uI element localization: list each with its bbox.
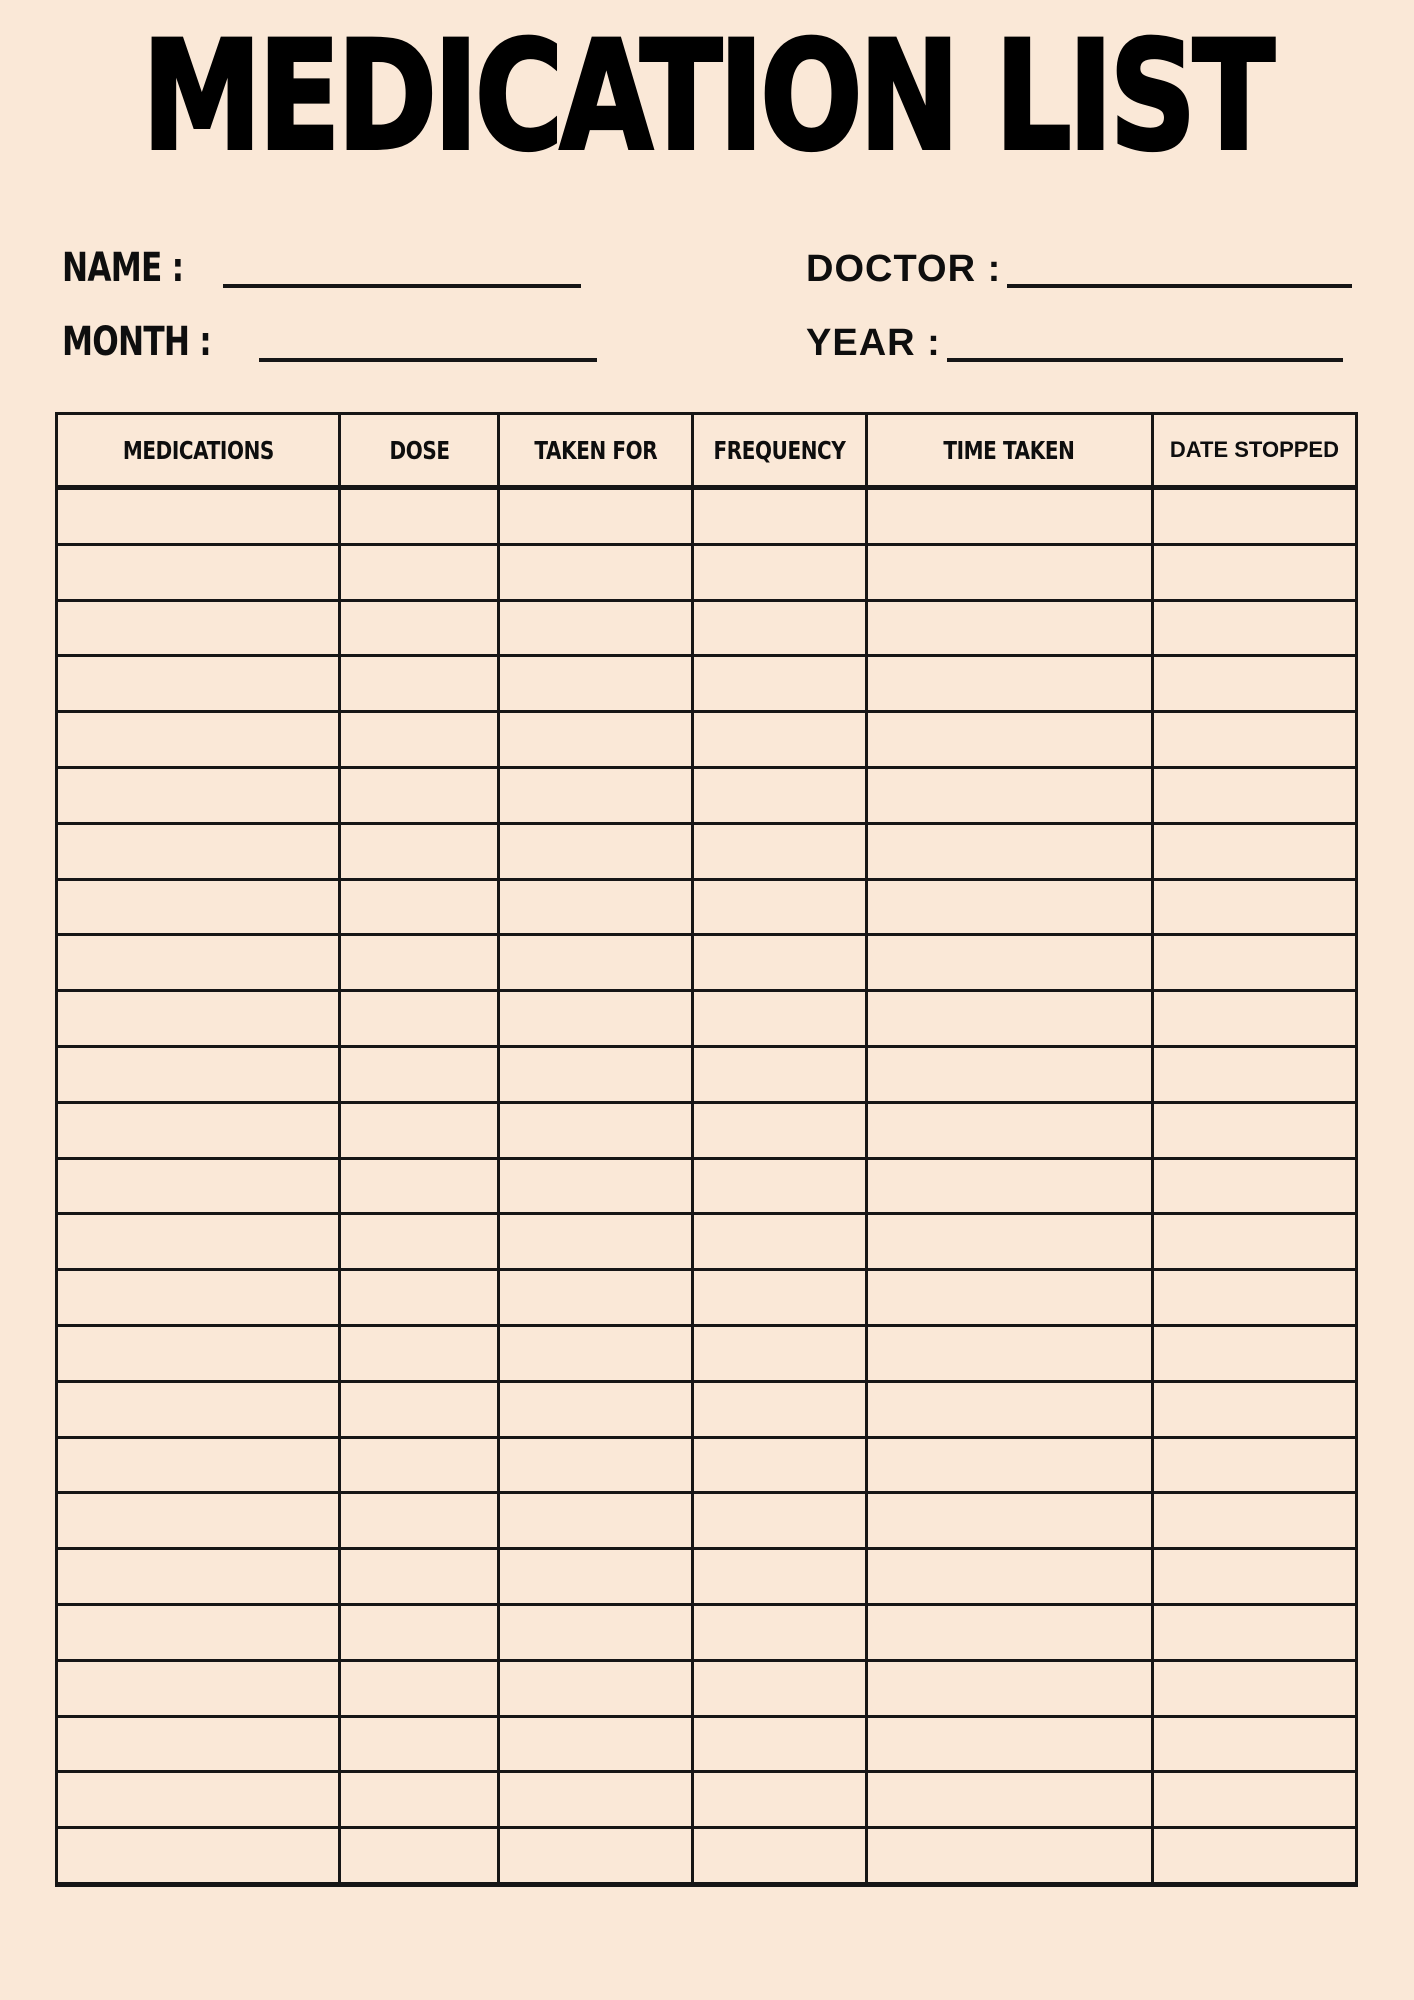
table-cell-frequency[interactable] xyxy=(692,1660,866,1716)
table-cell-time-taken[interactable] xyxy=(866,1772,1152,1828)
table-cell-taken-for[interactable] xyxy=(498,1437,692,1493)
table-cell-medications[interactable] xyxy=(57,767,340,823)
table-cell-time-taken[interactable] xyxy=(866,1102,1152,1158)
table-cell-frequency[interactable] xyxy=(692,1214,866,1270)
table-cell-frequency[interactable] xyxy=(692,1604,866,1660)
table-cell-date-stopped[interactable] xyxy=(1152,544,1356,600)
table-row xyxy=(57,1828,1357,1885)
year-blank-line[interactable] xyxy=(947,324,1343,362)
table-cell-date-stopped[interactable] xyxy=(1152,656,1356,712)
table-cell-time-taken[interactable] xyxy=(866,1549,1152,1605)
table-cell-date-stopped[interactable] xyxy=(1152,1772,1356,1828)
table-cell-date-stopped[interactable] xyxy=(1152,823,1356,879)
table-cell-medications[interactable] xyxy=(57,1772,340,1828)
table-cell-frequency[interactable] xyxy=(692,879,866,935)
table-cell-date-stopped[interactable] xyxy=(1152,1660,1356,1716)
table-cell-taken-for[interactable] xyxy=(498,600,692,656)
table-row xyxy=(57,1325,1357,1381)
doctor-blank-line[interactable] xyxy=(1007,250,1352,288)
table-cell-time-taken[interactable] xyxy=(866,1437,1152,1493)
table-cell-medications[interactable] xyxy=(57,544,340,600)
table-row xyxy=(57,712,1357,768)
table-row xyxy=(57,656,1357,712)
fields-row-1 xyxy=(62,245,1356,291)
table-cell-date-stopped[interactable] xyxy=(1152,767,1356,823)
year-label: YEAR : xyxy=(806,322,941,364)
table-cell-medications[interactable] xyxy=(57,1381,340,1437)
table-row xyxy=(57,1381,1357,1437)
table-cell-frequency[interactable] xyxy=(692,1381,866,1437)
table-cell-taken-for[interactable] xyxy=(498,1493,692,1549)
table-cell-taken-for[interactable] xyxy=(498,1214,692,1270)
table-cell-date-stopped[interactable] xyxy=(1152,1158,1356,1214)
table-cell-dose[interactable] xyxy=(340,656,499,712)
table-cell-dose[interactable] xyxy=(340,1772,499,1828)
table-cell-taken-for[interactable] xyxy=(498,823,692,879)
table-cell-frequency[interactable] xyxy=(692,1772,866,1828)
table-cell-dose[interactable] xyxy=(340,1325,499,1381)
column-header-label: DOSE xyxy=(389,435,450,465)
table-cell-taken-for[interactable] xyxy=(498,1270,692,1326)
table-cell-frequency[interactable] xyxy=(692,935,866,991)
table-row xyxy=(57,600,1357,656)
table-row xyxy=(57,1660,1357,1716)
name-field xyxy=(62,245,806,291)
column-header-label: MEDICATIONS xyxy=(122,435,274,465)
table-cell-dose[interactable] xyxy=(340,1604,499,1660)
month-field xyxy=(62,319,806,365)
table-cell-time-taken[interactable] xyxy=(866,712,1152,768)
table-cell-dose[interactable] xyxy=(340,1214,499,1270)
name-label: NAME : xyxy=(62,245,184,291)
table-cell-medications[interactable] xyxy=(57,712,340,768)
table-cell-dose[interactable] xyxy=(340,1270,499,1326)
table-cell-time-taken[interactable] xyxy=(866,1716,1152,1772)
table-cell-medications[interactable] xyxy=(57,991,340,1047)
table-row xyxy=(57,1102,1357,1158)
table-row xyxy=(57,1270,1357,1326)
column-header-dose xyxy=(340,414,499,488)
table-cell-date-stopped[interactable] xyxy=(1152,600,1356,656)
table-cell-medications[interactable] xyxy=(57,1102,340,1158)
table-cell-taken-for[interactable] xyxy=(498,991,692,1047)
table-cell-frequency[interactable] xyxy=(692,767,866,823)
table-cell-date-stopped[interactable] xyxy=(1152,1604,1356,1660)
form-fields xyxy=(62,245,1356,365)
table-cell-frequency[interactable] xyxy=(692,544,866,600)
table-cell-time-taken[interactable] xyxy=(866,1214,1152,1270)
table-cell-dose[interactable] xyxy=(340,1102,499,1158)
table-body xyxy=(57,488,1357,1885)
column-header-label: TIME TAKEN xyxy=(943,435,1075,465)
table-cell-frequency[interactable] xyxy=(692,1716,866,1772)
table-cell-medications[interactable] xyxy=(57,1716,340,1772)
table-cell-medications[interactable] xyxy=(57,1158,340,1214)
doctor-field xyxy=(806,250,1356,288)
table-cell-dose[interactable] xyxy=(340,1716,499,1772)
table-cell-date-stopped[interactable] xyxy=(1152,1270,1356,1326)
table-cell-dose[interactable] xyxy=(340,1381,499,1437)
table-cell-medications[interactable] xyxy=(57,1437,340,1493)
table-cell-taken-for[interactable] xyxy=(498,1549,692,1605)
table-row xyxy=(57,1772,1357,1828)
table-cell-date-stopped[interactable] xyxy=(1152,991,1356,1047)
table-cell-frequency[interactable] xyxy=(692,991,866,1047)
table-cell-time-taken[interactable] xyxy=(866,488,1152,545)
table-cell-date-stopped[interactable] xyxy=(1152,488,1356,545)
table-cell-medications[interactable] xyxy=(57,1270,340,1326)
table-cell-date-stopped[interactable] xyxy=(1152,1102,1356,1158)
table-row xyxy=(57,1046,1357,1102)
column-header-frequency xyxy=(692,414,866,488)
table-cell-taken-for[interactable] xyxy=(498,1660,692,1716)
table-cell-medications[interactable] xyxy=(57,1325,340,1381)
table-cell-time-taken[interactable] xyxy=(866,1270,1152,1326)
column-header-label: TAKEN FOR xyxy=(533,435,657,465)
table-cell-time-taken[interactable] xyxy=(866,1158,1152,1214)
table-cell-frequency[interactable] xyxy=(692,1437,866,1493)
table-cell-taken-for[interactable] xyxy=(498,544,692,600)
table-cell-date-stopped[interactable] xyxy=(1152,935,1356,991)
fields-row-2 xyxy=(62,319,1356,365)
table-cell-date-stopped[interactable] xyxy=(1152,1214,1356,1270)
table-row xyxy=(57,1716,1357,1772)
table-cell-date-stopped[interactable] xyxy=(1152,1437,1356,1493)
name-blank-line[interactable] xyxy=(223,250,581,288)
table-cell-taken-for[interactable] xyxy=(498,1381,692,1437)
table-cell-medications[interactable] xyxy=(57,823,340,879)
column-header-medications xyxy=(57,414,340,488)
table-cell-time-taken[interactable] xyxy=(866,544,1152,600)
table-row xyxy=(57,991,1357,1047)
table-cell-dose[interactable] xyxy=(340,879,499,935)
table-cell-time-taken[interactable] xyxy=(866,935,1152,991)
table-cell-frequency[interactable] xyxy=(692,656,866,712)
table-cell-time-taken[interactable] xyxy=(866,767,1152,823)
table-cell-medications[interactable] xyxy=(57,1549,340,1605)
column-header-taken-for xyxy=(498,414,692,488)
table-row xyxy=(57,879,1357,935)
table-cell-frequency[interactable] xyxy=(692,1046,866,1102)
table-cell-medications[interactable] xyxy=(57,879,340,935)
month-label: MONTH : xyxy=(62,319,211,365)
table-cell-taken-for[interactable] xyxy=(498,1102,692,1158)
table-row xyxy=(57,1437,1357,1493)
table-cell-frequency[interactable] xyxy=(692,823,866,879)
table-cell-frequency[interactable] xyxy=(692,712,866,768)
table-cell-frequency[interactable] xyxy=(692,1158,866,1214)
table-cell-time-taken[interactable] xyxy=(866,600,1152,656)
medication-table xyxy=(55,412,1358,1887)
table-cell-date-stopped[interactable] xyxy=(1152,1493,1356,1549)
table-cell-medications[interactable] xyxy=(57,935,340,991)
column-header-date-stopped xyxy=(1152,414,1356,488)
table-cell-time-taken[interactable] xyxy=(866,879,1152,935)
column-header-label: DATE STOPPED xyxy=(1169,437,1339,462)
table-cell-dose[interactable] xyxy=(340,1549,499,1605)
table-cell-time-taken[interactable] xyxy=(866,1828,1152,1885)
table-cell-dose[interactable] xyxy=(340,1158,499,1214)
table-cell-dose[interactable] xyxy=(340,1493,499,1549)
doctor-label: DOCTOR : xyxy=(806,248,1002,290)
table-cell-dose[interactable] xyxy=(340,600,499,656)
table-cell-date-stopped[interactable] xyxy=(1152,1381,1356,1437)
table-row xyxy=(57,823,1357,879)
table-cell-medications[interactable] xyxy=(57,656,340,712)
table-cell-taken-for[interactable] xyxy=(498,1604,692,1660)
table-cell-time-taken[interactable] xyxy=(866,1046,1152,1102)
table-cell-date-stopped[interactable] xyxy=(1152,1828,1356,1885)
table-cell-date-stopped[interactable] xyxy=(1152,1716,1356,1772)
table-cell-taken-for[interactable] xyxy=(498,656,692,712)
table-cell-frequency[interactable] xyxy=(692,1828,866,1885)
table-cell-dose[interactable] xyxy=(340,488,499,545)
table-cell-frequency[interactable] xyxy=(692,1493,866,1549)
table-cell-taken-for[interactable] xyxy=(498,712,692,768)
table-cell-frequency[interactable] xyxy=(692,1102,866,1158)
table-row xyxy=(57,935,1357,991)
table-cell-dose[interactable] xyxy=(340,1828,499,1885)
page-title: MEDICATION LIST xyxy=(142,10,1272,184)
table-row xyxy=(57,544,1357,600)
table-cell-time-taken[interactable] xyxy=(866,656,1152,712)
table-header xyxy=(57,414,1357,488)
table-cell-frequency[interactable] xyxy=(692,1325,866,1381)
table-cell-dose[interactable] xyxy=(340,544,499,600)
table-row xyxy=(57,767,1357,823)
table-cell-taken-for[interactable] xyxy=(498,488,692,545)
column-header-label: FREQUENCY xyxy=(713,435,846,465)
table-header-row xyxy=(57,414,1357,488)
table-cell-dose[interactable] xyxy=(340,935,499,991)
title-area xyxy=(0,0,1414,184)
table-cell-taken-for[interactable] xyxy=(498,1828,692,1885)
table-cell-date-stopped[interactable] xyxy=(1152,1325,1356,1381)
table-cell-time-taken[interactable] xyxy=(866,991,1152,1047)
table-cell-dose[interactable] xyxy=(340,823,499,879)
table-cell-taken-for[interactable] xyxy=(498,1325,692,1381)
table-cell-medications[interactable] xyxy=(57,1214,340,1270)
table-cell-time-taken[interactable] xyxy=(866,1660,1152,1716)
table-cell-taken-for[interactable] xyxy=(498,1772,692,1828)
table-cell-taken-for[interactable] xyxy=(498,1158,692,1214)
table-cell-taken-for[interactable] xyxy=(498,1046,692,1102)
table-cell-date-stopped[interactable] xyxy=(1152,1046,1356,1102)
table-cell-medications[interactable] xyxy=(57,1660,340,1716)
table-row xyxy=(57,488,1357,545)
table-cell-frequency[interactable] xyxy=(692,1549,866,1605)
table-cell-dose[interactable] xyxy=(340,1437,499,1493)
table-cell-medications[interactable] xyxy=(57,1828,340,1885)
table-cell-date-stopped[interactable] xyxy=(1152,879,1356,935)
table-cell-taken-for[interactable] xyxy=(498,879,692,935)
month-blank-line[interactable] xyxy=(259,324,597,362)
table-row xyxy=(57,1214,1357,1270)
year-field xyxy=(806,324,1356,362)
table-cell-medications[interactable] xyxy=(57,1493,340,1549)
table-cell-time-taken[interactable] xyxy=(866,1325,1152,1381)
table-cell-dose[interactable] xyxy=(340,767,499,823)
table-cell-dose[interactable] xyxy=(340,1660,499,1716)
table-row xyxy=(57,1549,1357,1605)
table-cell-taken-for[interactable] xyxy=(498,1716,692,1772)
table-cell-frequency[interactable] xyxy=(692,488,866,545)
table-cell-dose[interactable] xyxy=(340,712,499,768)
table-cell-time-taken[interactable] xyxy=(866,1493,1152,1549)
table-cell-taken-for[interactable] xyxy=(498,767,692,823)
table-cell-time-taken[interactable] xyxy=(866,823,1152,879)
table-row xyxy=(57,1604,1357,1660)
table-cell-date-stopped[interactable] xyxy=(1152,1549,1356,1605)
table-cell-taken-for[interactable] xyxy=(498,935,692,991)
table-cell-dose[interactable] xyxy=(340,991,499,1047)
table-cell-dose[interactable] xyxy=(340,1046,499,1102)
table-row xyxy=(57,1493,1357,1549)
table-cell-medications[interactable] xyxy=(57,600,340,656)
column-header-time-taken xyxy=(866,414,1152,488)
table-cell-time-taken[interactable] xyxy=(866,1381,1152,1437)
table-row xyxy=(57,1158,1357,1214)
table-cell-medications[interactable] xyxy=(57,1046,340,1102)
table-cell-medications[interactable] xyxy=(57,1604,340,1660)
table-cell-frequency[interactable] xyxy=(692,600,866,656)
table-cell-time-taken[interactable] xyxy=(866,1604,1152,1660)
table-cell-date-stopped[interactable] xyxy=(1152,712,1356,768)
table-cell-frequency[interactable] xyxy=(692,1270,866,1326)
table-cell-medications[interactable] xyxy=(57,488,340,545)
